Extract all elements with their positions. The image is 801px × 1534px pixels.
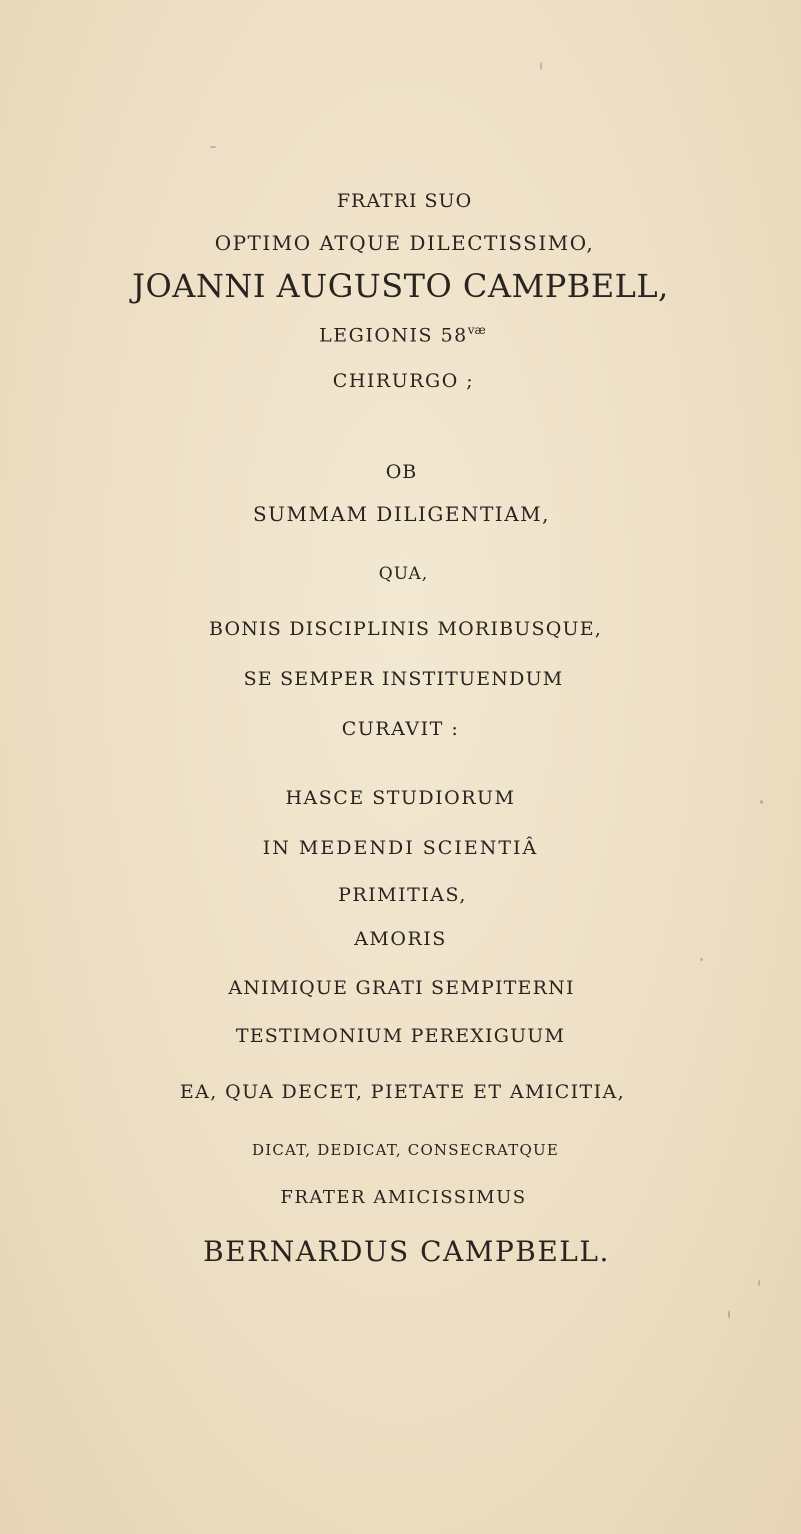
dedication-line-15: AMORIS [354,928,447,950]
dedication-line-17: TESTIMONIUM PEREXIGUUM [235,1025,566,1047]
dedication-line-14: PRIMITIAS, [338,884,467,906]
dedication-line-2: OPTIMO ATQUE DILECTISSIMO, [214,231,595,255]
dedication-line-12: HASCE STUDIORUM [285,787,516,809]
dedication-line-20: FRATER AMICISSIMUS [280,1187,527,1208]
dedication-line-8: QUA, [378,564,429,584]
paper-speck [758,1280,760,1286]
dedication-line-16: ANIMIQUE GRATI SEMPITERNI [228,977,575,999]
dedication-line-4 [0,324,801,345]
dedication-line-11: CURAVIT : [341,718,460,740]
dedicatee-name: JOANNI AUGUSTO CAMPBELL, [132,267,669,305]
dedication-line-13: IN MEDENDI SCIENTIÂ [262,837,539,859]
dedication-line-10: SE SEMPER INSTITUENDUM [243,668,564,690]
dedication-line-18: EA, QUA DECET, PIETATE ET AMICITIA, [179,1081,626,1103]
paper-speck [210,146,216,148]
dedication-line-6: OB [385,461,418,483]
legion-text: LEGIONIS 58 [319,324,468,347]
dedication-line-7: SUMMAM DILIGENTIAM, [252,502,550,526]
paper-speck [540,62,542,70]
dedication-line-1: FRATRI SUO [336,190,473,212]
dedication-line-19: DICAT, DEDICAT, CONSECRATQUE [252,1141,559,1159]
dedication-line-9: BONIS DISCIPLINIS MORIBUSQUE, [208,618,603,640]
paper-speck [728,1310,730,1319]
dedication-line-5: CHIRURGO ; [332,370,475,392]
paper-speck [700,958,703,961]
legion-ordinal-suffix: væ [467,323,486,337]
author-signature-name: BERNARDUS CAMPBELL. [203,1235,610,1268]
